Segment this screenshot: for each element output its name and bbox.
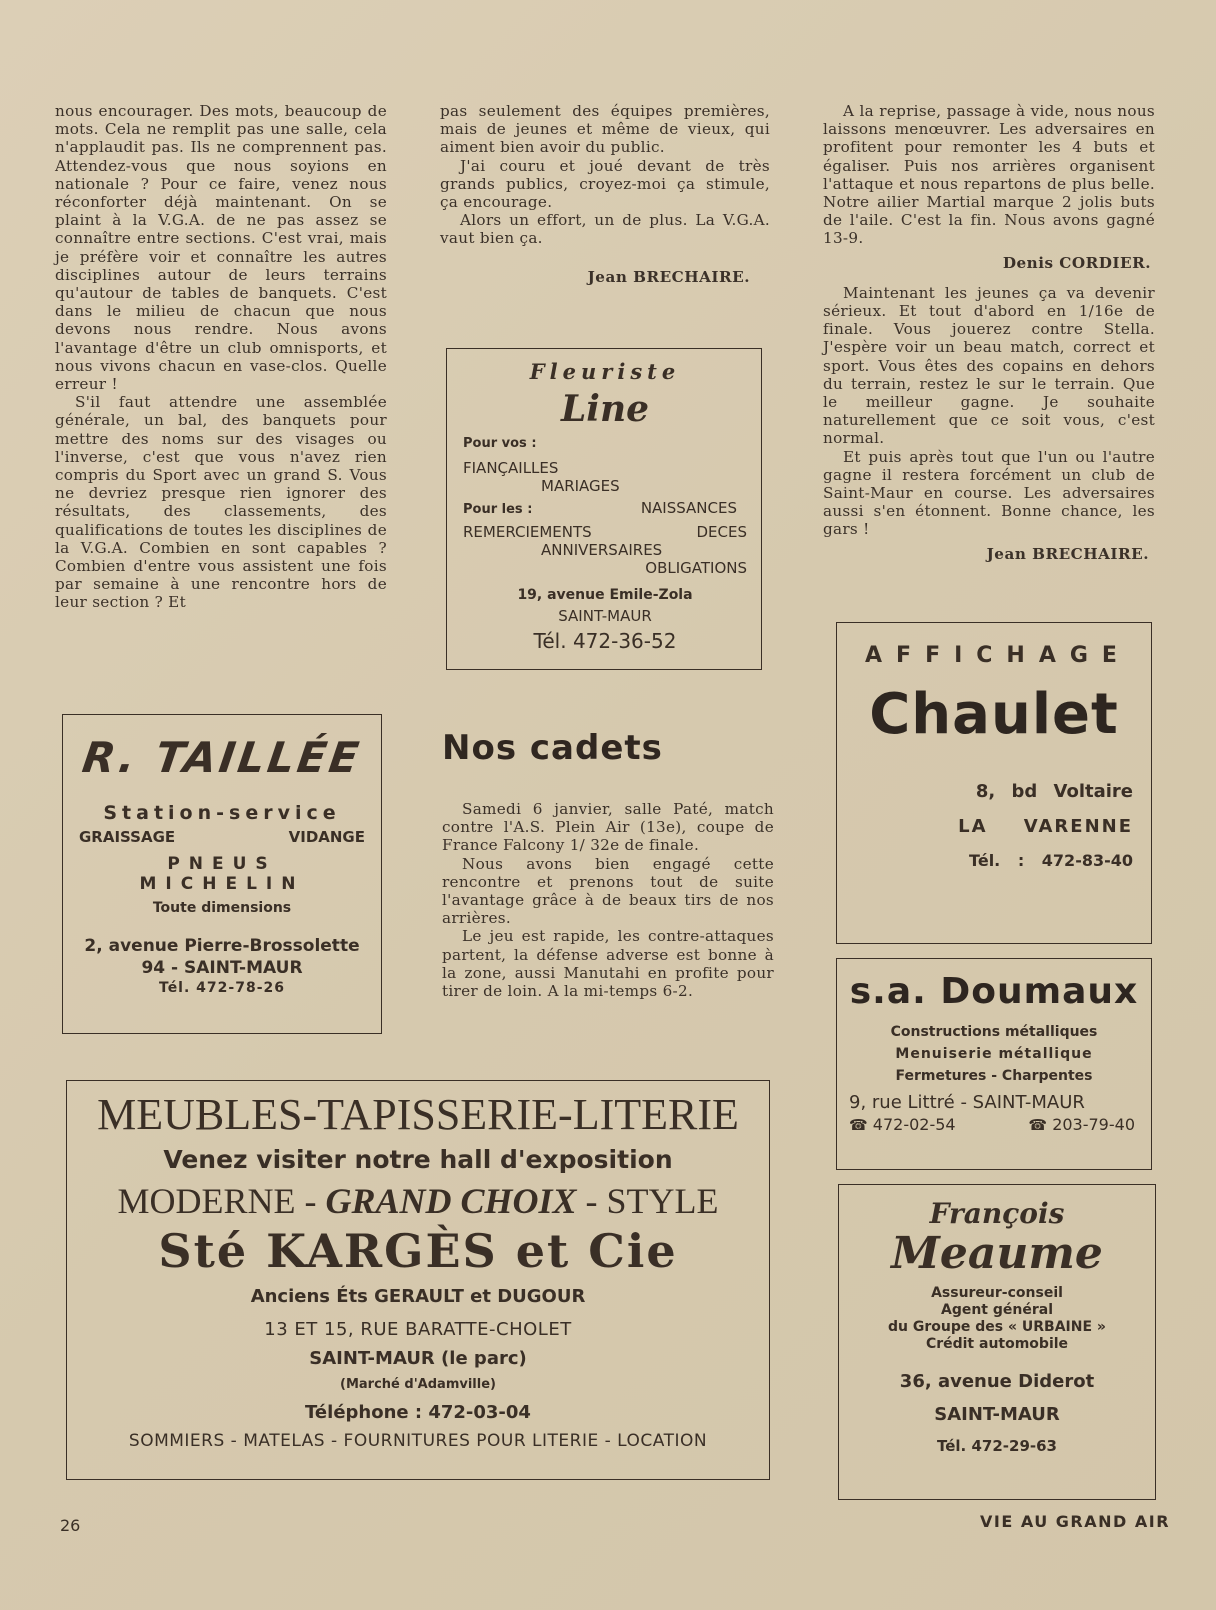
ad-address: 36, avenue Diderot	[899, 1371, 1095, 1392]
paragraph: Et puis après tout que l'un ou l'autre gagne il restera forcément un club de Saint-Maur en course. Les adversaires aussi s'en étonnent. Bonne chance, les gars !	[823, 447, 1155, 539]
ad-phone: Tél. : 472-83-40	[969, 851, 1133, 870]
paragraph: Le jeu est rapide, les contre-attaques partent, la défense adverse est bonne à la zone, aussi Manutahi en profite pour tirer de loin. A la mi-temps 6-2.	[442, 927, 774, 1001]
ad-line: Anciens Éts GERAULT et DUGOUR	[250, 1286, 586, 1307]
ad-phone: 203-79-40	[1052, 1115, 1135, 1134]
section-heading: Nos cadets	[442, 728, 663, 768]
ad-line: (Marché d'Adamville)	[340, 1377, 496, 1392]
ad-line: DECES	[696, 523, 747, 541]
ad-city: SAINT-MAUR	[558, 607, 652, 625]
ad-sa-doumaux	[836, 958, 1152, 1170]
ad-line: Menuiserie métallique	[895, 1046, 1093, 1062]
paragraph: pas seulement des équipes premières, mais de jeunes et même de vieux, qui aiment bien avoir du public.	[440, 102, 770, 157]
ad-headline: MEUBLES-TAPISSERIE-LITERIE	[97, 1090, 739, 1139]
ad-word: MODERNE	[117, 1181, 296, 1221]
article-cadets	[442, 800, 774, 1000]
ad-line: MODERNE - GRAND CHOIX - STYLE	[117, 1181, 719, 1221]
ad-line: du Groupe des « URBAINE »	[888, 1319, 1106, 1335]
ad-line: REMERCIEMENTS	[463, 523, 592, 541]
ad-brand: Sté KARGÈS et Cie	[158, 1224, 678, 1278]
telephone-icon: ☎	[1028, 1116, 1048, 1134]
ad-title: Fleuriste	[529, 359, 681, 384]
ad-phone: Tél. 472-29-63	[937, 1437, 1057, 1455]
ad-label: Pour les :	[463, 502, 533, 517]
ad-line: MARIAGES	[541, 477, 620, 495]
ad-fleuriste-line	[446, 348, 762, 670]
paragraph: S'il faut attendre une assemblée générale, un bal, des banquets pour mettre des noms sur des visages ou l'inverse, c'est que vous n'avez rien compris du Sport avec un grand S. Vous ne devriez presque rien ignorer des résultats, des classements, des qualifications de toutes les disciplines de la V.G.A. Combien en sont capables ? Combien d'entre vous assistent une fois par semaine à une rencontre hors de leur section ? Et	[55, 393, 387, 612]
ad-brand: Meaume	[891, 1228, 1103, 1279]
page-number: 26	[60, 1516, 81, 1535]
article-column-right	[823, 102, 1155, 563]
ad-francois-meaume	[838, 1184, 1156, 1500]
ad-r-taillee	[62, 714, 382, 1034]
ad-address: 13 ET 15, RUE BARATTE-CHOLET	[264, 1319, 572, 1340]
paragraph: Maintenant les jeunes ça va devenir sérieux. Et tout d'abord en 1/16e de finale. Vous jouerez contre Stella. J'espère voir un beau match, correct et sport. Vous êtes des copains en dehors du terrain, restez le sur le terrain. Que le meilleur gagne. Je souhaite naturellement que ce soit vous, c'est normal.	[823, 283, 1155, 448]
ad-line: PNEUS MICHELIN	[139, 854, 305, 894]
ad-brand: Line	[560, 388, 650, 430]
ad-line: Toute dimensions	[152, 900, 292, 916]
ad-city: LA VARENNE	[958, 816, 1133, 837]
ad-line: GRAISSAGE	[79, 828, 176, 846]
ad-label: Pour vos :	[463, 436, 537, 451]
paragraph: Alors un effort, un de plus. La V.G.A. vaut bien ça.	[440, 211, 770, 248]
ad-phone: 472-02-54	[872, 1115, 956, 1134]
article-column-middle	[440, 102, 770, 286]
signature: Denis CORDIER.	[1002, 253, 1151, 272]
ad-word: GRAND CHOIX	[325, 1181, 577, 1221]
ad-line: NAISSANCES	[640, 499, 737, 517]
ad-line: Assureur-conseil	[931, 1285, 1063, 1301]
paragraph: Nous avons bien engagé cette rencontre et prenons tout de suite l'avantage grâce à de beaux tirs de nos arrières.	[442, 854, 774, 928]
ad-address: 9, rue Littré - SAINT-MAUR	[849, 1092, 1085, 1113]
paragraph: nous encourager. Des mots, beaucoup de mots. Cela ne remplit pas une salle, cela n'applaudit pas. Ils ne comprennent pas. Attendez-vous que nous soyions en nationale ? Pour ce faire, venez nous réconforter déjà maintenant. On se plaint à la V.G.A. de ne pas assez se connaître entre sections. C'est vrai, mais je préfère voir et connaître les autres disciplines autour de leurs terrains qu'autour de tables de banquets. C'est dans le milieu de chacun que nous devons nous rendre. Nous avons l'avantage d'être un club omnisports, et nous vivons chacun en vase-clos. Quelle erreur !	[55, 102, 387, 394]
ad-address: 2, avenue Pierre-Brossolette	[84, 936, 360, 956]
ad-line: Crédit automobile	[925, 1336, 1069, 1352]
ad-city: SAINT-MAUR	[934, 1404, 1060, 1425]
ad-phone: Tél. 472-78-26	[159, 980, 285, 996]
ad-affichage-chaulet	[836, 622, 1152, 944]
ad-phone: Téléphone : 472-03-04	[305, 1402, 531, 1423]
ad-line: VIDANGE	[288, 828, 365, 846]
ad-word: STYLE	[606, 1181, 719, 1221]
ad-line: OBLIGATIONS	[645, 559, 747, 577]
article-column-left	[55, 102, 387, 612]
signature: Jean BRECHAIRE.	[587, 267, 750, 286]
ad-address: 8, bd Voltaire	[975, 781, 1133, 802]
ad-phone: Tél. 472-36-52	[533, 629, 677, 653]
ad-line: Agent général	[940, 1302, 1053, 1318]
ad-address: 19, avenue Emile-Zola	[517, 587, 693, 603]
ad-line: ANNIVERSAIRES	[541, 541, 663, 559]
ad-line: Venez visiter notre hall d'exposition	[163, 1145, 673, 1174]
paragraph: A la reprise, passage à vide, nous nous laissons menœuvrer. Les adversaires en profitent pour remonter les 4 buts et égaliser. Puis nos arrières organisent l'attaque et nous repartons de plus belle. Notre ailier Martial marque 2 jolis buts de l'aile. C'est la fin. Nous avons gagné 13-9.	[823, 102, 1155, 248]
ad-brand: R. TAILLÉE	[79, 733, 365, 782]
ad-city: 94 - SAINT-MAUR	[141, 958, 303, 978]
ad-line: SOMMIERS - MATELAS - FOURNITURES POUR LITERIE - LOCATION	[128, 1431, 708, 1451]
ad-brand: s.a. Doumaux	[849, 971, 1139, 1012]
ad-line: Constructions métalliques	[890, 1024, 1098, 1040]
signature: Jean BRECHAIRE.	[986, 544, 1149, 563]
ad-city: SAINT-MAUR (le parc)	[309, 1348, 527, 1369]
ad-title: AFFICHAGE	[865, 643, 1131, 668]
ad-line: Fermetures - Charpentes	[895, 1068, 1093, 1084]
ad-line: FIANÇAILLES	[463, 459, 559, 477]
ad-karges-meubles	[66, 1080, 770, 1480]
telephone-icon: ☎	[849, 1116, 868, 1134]
ad-subtitle: Station-service	[103, 802, 341, 824]
ad-first-name: François	[929, 1197, 1065, 1230]
publication-name: VIE AU GRAND AIR	[980, 1512, 1171, 1531]
paragraph: Samedi 6 janvier, salle Paté, match contre l'A.S. Plein Air (13e), coupe de France Falcony 1/ 32e de finale.	[442, 800, 774, 855]
paragraph: J'ai couru et joué devant de très grands publics, croyez-moi ça stimule, ça encourage.	[440, 156, 770, 212]
ad-brand: Chaulet	[869, 682, 1119, 747]
